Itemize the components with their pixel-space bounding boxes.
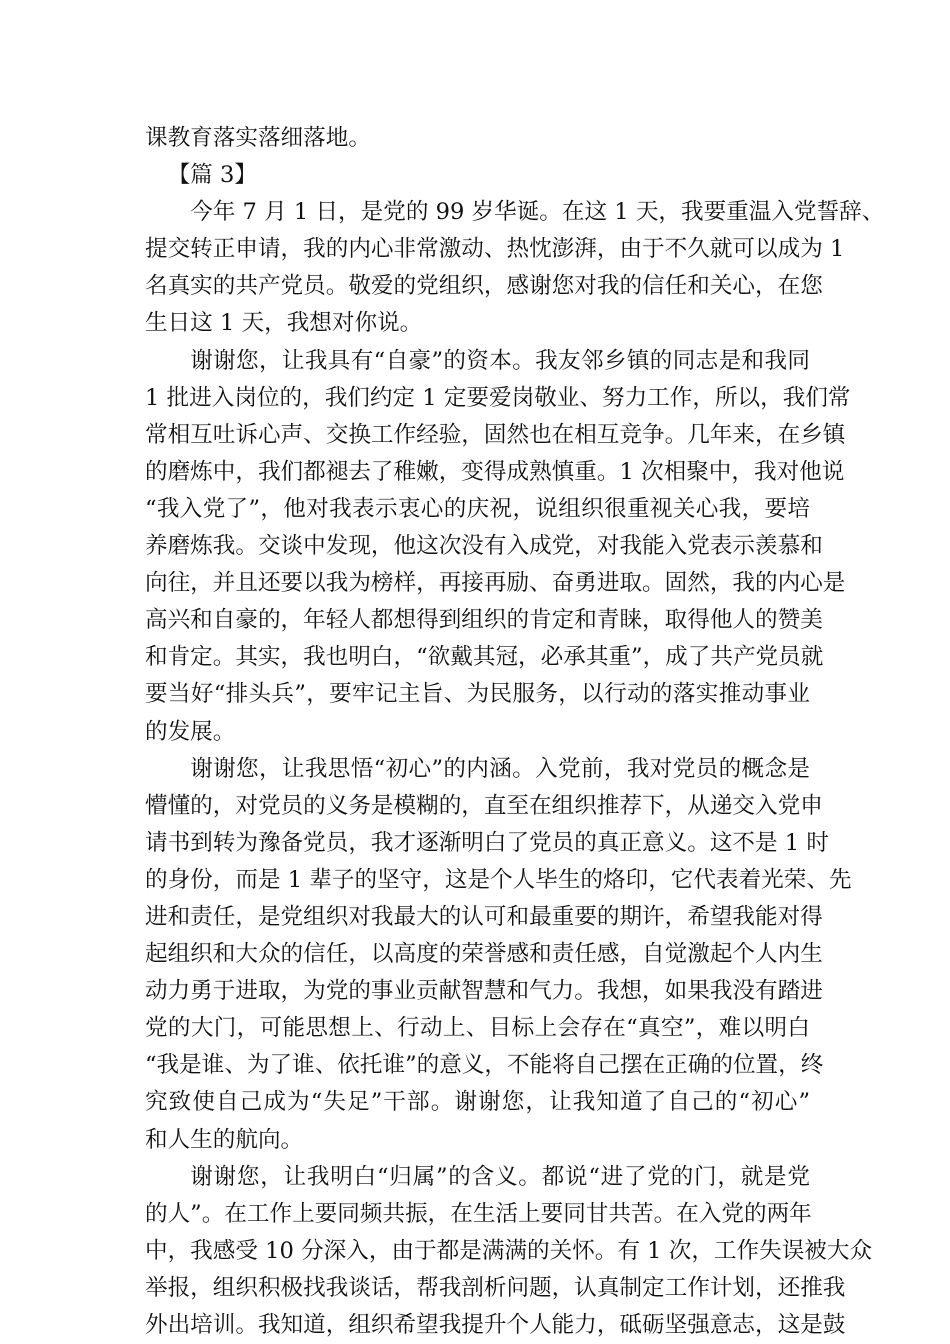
text-line: 外出培训。我知道，组织希望我提升个人能力，砥砺坚强意志，这是鼓 [145,1312,846,1338]
text-line: 究致使自己成为“失足”干部。谢谢您，让我知道了自己的“初心” [145,1089,810,1116]
text-line: 谢谢您，让我明白“归属”的含义。都说“进了党的门，就是党 [190,1163,810,1190]
text-line: 的人”。在工作上要同频共振，在生活上要同甘共苦。在入党的两年 [145,1200,812,1227]
text-line: 进和责任，是党组织对我最大的认可和最重要的期许，希望我能对得 [145,903,823,930]
text-line: 懵懂的，对党员的义务是模糊的，直至在组织推荐下，从递交入党申 [145,792,823,819]
text-line: 谢谢您，让我具有“自豪”的资本。我友邻乡镇的同志是和我同 [190,347,810,374]
text-line: 课教育落实落细落地。 [145,125,371,151]
text-line: 向往，并且还要以我为榜样，再接再励、奋勇进取。固然，我的内心是 [145,570,846,597]
text-line: 名真实的共产党员。敬爱的党组织，感谢您对我的信任和关心，在您 [145,273,823,300]
text-line: 生日这 1 天，我想对你说。 [145,310,423,337]
text-line: 的身份，而是 1 辈子的坚守，这是个人毕生的烙印，它代表着光荣、先 [145,866,852,893]
text-line: 高兴和自豪的，年轻人都想得到组织的肯定和青睐，取得他人的赞美 [145,607,823,634]
text-line: 党的大门，可能思想上、行动上、目标上会存在“真空”，难以明白 [145,1015,810,1042]
text-line: 起组织和大众的信任，以高度的荣誉感和责任感，自觉激起个人内生 [145,941,823,968]
text-line: 的发展。 [145,718,236,745]
text-line: 【篇 3】 [167,162,257,189]
text-line: 1 批进入岗位的，我们约定 1 定要爱岗敬业、努力工作，所以，我们常 [145,384,851,411]
text-line: 常相互吐诉心声、交换工作经验，固然也在相互竞争。几年来，在乡镇 [145,421,846,448]
document-body [145,120,885,1344]
text-line: 和肯定。其实，我也明白，“欲戴其冠，必承其重”，成了共产党员就 [145,644,824,671]
text-line: 提交转正申请，我的内心非常激动、热忱澎湃，由于不久就可以成为 1 [145,236,845,263]
text-line: 的磨炼中，我们都褪去了稚嫩，变得成熟慎重。1 次相聚中，我对他说 [145,458,845,485]
text-line: 谢谢您，让我思悟“初心”的内涵。入党前，我对党员的概念是 [190,755,810,782]
text-line: 要当好“排头兵”，要牢记主旨、为民服务，以行动的落实推动事业 [145,681,810,708]
text-line: 今年 7 月 1 日，是党的 99 岁华诞。在这 1 天，我要重温入党誓辞、 [190,199,885,226]
text-line: 养磨炼我。交谈中发现，他这次没有入成党，对我能入党表示羡慕和 [145,533,823,560]
text-line: “我是谁、为了谁、依托谁”的意义，不能将自己摆在正确的位置，终 [145,1052,824,1079]
text-line: 动力勇于进取，为党的事业贡献智慧和气力。我想，如果我没有踏进 [145,978,823,1005]
text-line: 和人生的航向。 [145,1126,304,1153]
text-line: 中，我感受 10 分深入，由于都是满满的关怀。有 1 次，工作失误被大众 [145,1237,873,1264]
text-line: “我入党了”，他对我表示衷心的庆祝，说组织很重视关心我，要培 [145,495,810,522]
text-line: 请书到转为豫备党员，我才逐渐明白了党员的真正意义。这不是 1 时 [145,829,829,856]
text-line: 举报，组织积极找我谈话，帮我剖析问题，认真制定工作计划，还推我 [145,1274,846,1301]
